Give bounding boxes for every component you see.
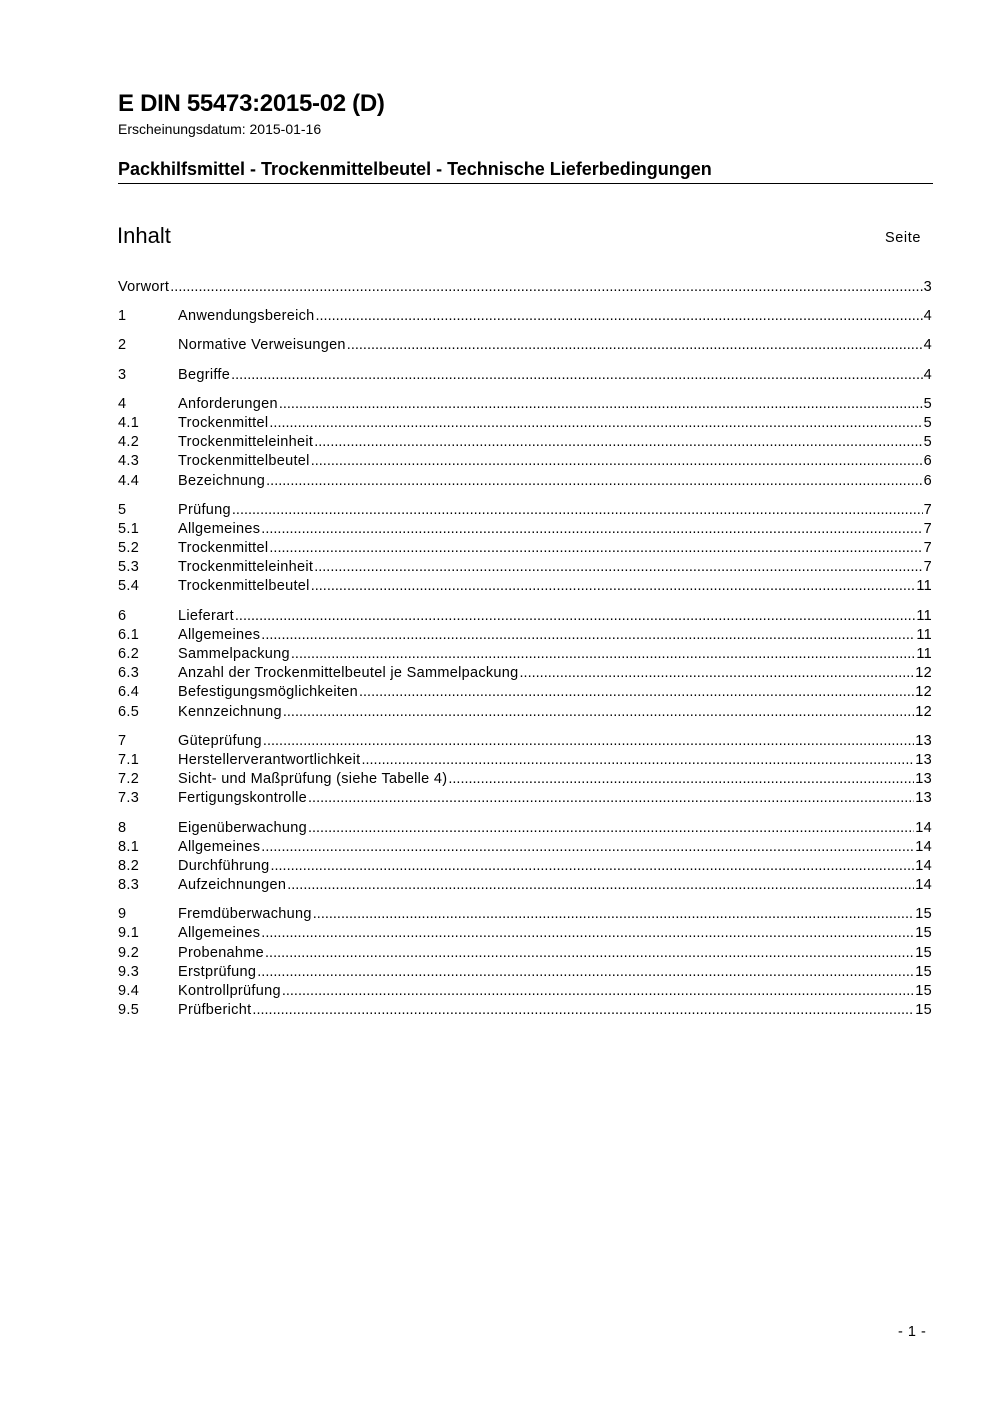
toc-entry-number: 9.2 <box>118 944 140 961</box>
toc-entry-number: 7.3 <box>118 790 140 807</box>
toc-entry-number: 5.2 <box>118 540 140 557</box>
toc-dot-leader <box>282 982 914 1001</box>
toc-entry-label: Bezeichnung <box>178 472 266 489</box>
toc-entry-label: Lieferart <box>178 607 234 624</box>
toc-dot-leader <box>257 963 914 982</box>
toc-entry[interactable] <box>118 789 932 808</box>
toc-entry-number: 7.2 <box>118 771 140 788</box>
toc-entry[interactable] <box>118 520 932 539</box>
toc-entry-number: 5 <box>118 501 127 518</box>
toc-entry[interactable] <box>118 905 932 924</box>
toc-entry-label: Kennzeichnung <box>178 703 282 720</box>
toc-dot-leader <box>252 1001 914 1020</box>
toc-entry-number: 3 <box>118 366 127 383</box>
toc-entry-page: 14 <box>915 857 932 874</box>
toc-dot-leader <box>287 876 914 895</box>
toc-entry[interactable] <box>118 539 932 558</box>
toc-entry[interactable] <box>118 607 932 626</box>
toc-dot-leader <box>520 664 915 683</box>
toc-dot-leader <box>359 683 914 702</box>
toc-entry[interactable] <box>118 819 932 838</box>
toc-entry-label: Trockenmittelbeutel <box>178 578 310 595</box>
toc-entry-label: Allgemeines <box>178 925 261 942</box>
toc-entry-number: 7.1 <box>118 751 140 768</box>
toc-entry-label: Aufzeichnungen <box>178 877 287 894</box>
toc-entry[interactable] <box>118 876 932 895</box>
toc-entry-label: Normative Verweisungen <box>178 337 346 354</box>
toc-entry-page: 7 <box>923 520 932 537</box>
toc-dot-leader <box>314 433 922 452</box>
toc-entry-page: 12 <box>915 703 932 720</box>
toc-dot-leader <box>347 336 923 355</box>
toc-entry-page: 12 <box>915 684 932 701</box>
toc-entry-page: 14 <box>915 819 932 836</box>
toc-dot-leader <box>283 703 914 722</box>
toc-entry-number: 9.5 <box>118 1002 140 1019</box>
toc-entry-number: 4.4 <box>118 472 140 489</box>
toc-entry-page: 7 <box>923 540 932 557</box>
toc-entry-number: 1 <box>118 308 127 325</box>
toc-dot-leader <box>261 626 915 645</box>
toc-entry-page: 6 <box>923 453 932 470</box>
toc-dot-leader <box>265 944 914 963</box>
toc-entry[interactable] <box>118 452 932 471</box>
toc-entry-label: Anwendungsbereich <box>178 308 315 325</box>
toc-entry[interactable] <box>118 472 932 491</box>
toc-entry[interactable] <box>118 1001 932 1020</box>
toc-entry[interactable] <box>118 577 932 596</box>
toc-dot-leader <box>269 539 922 558</box>
toc-entry-label: Allgemeines <box>178 838 261 855</box>
toc-entry-page: 5 <box>923 414 932 431</box>
toc-entry-label: Allgemeines <box>178 626 261 643</box>
toc-entry-label: Prüfbericht <box>178 1002 252 1019</box>
toc-entry-label: Trockenmittel <box>178 540 269 557</box>
toc-entry[interactable] <box>118 838 932 857</box>
toc-entry[interactable] <box>118 703 932 722</box>
toc-entry-page: 7 <box>923 501 932 518</box>
toc-entry-page: 15 <box>915 925 932 942</box>
toc-entry-number: 8 <box>118 819 127 836</box>
toc-entry-number: 4.2 <box>118 434 140 451</box>
toc-entry[interactable] <box>118 307 932 326</box>
toc-entry-page: 14 <box>915 838 932 855</box>
toc-entry-page: 11 <box>916 646 932 662</box>
toc-dot-leader <box>308 819 914 838</box>
toc-entry-label: Befestigungsmöglichkeiten <box>178 684 358 701</box>
toc-dot-leader <box>263 732 914 751</box>
toc-entry-number: 9 <box>118 906 127 923</box>
toc-dot-leader <box>261 924 914 943</box>
toc-dot-leader <box>314 558 922 577</box>
toc-entry-page: 5 <box>923 434 932 451</box>
toc-dot-leader <box>308 789 914 808</box>
toc-entry[interactable] <box>118 732 932 751</box>
toc-dot-leader <box>266 472 922 491</box>
toc-entry[interactable] <box>118 336 932 355</box>
toc-entry-label: Durchführung <box>178 857 270 874</box>
document-subtitle: Packhilfsmittel - Trockenmittelbeutel - Technische Lieferbedingungen <box>118 159 712 179</box>
toc-entry-label: Eigenüberwachung <box>178 819 307 836</box>
toc-entry[interactable] <box>118 857 932 876</box>
toc-dot-leader <box>311 577 916 596</box>
toc-dot-leader <box>231 366 923 385</box>
toc-entry-number: 6.3 <box>118 665 140 682</box>
toc-entry[interactable] <box>118 645 932 664</box>
toc-entry[interactable] <box>118 683 932 702</box>
toc-entry[interactable] <box>118 278 932 297</box>
toc-entry-number: 9.3 <box>118 963 140 980</box>
toc-entry-label: Prüfung <box>178 501 231 518</box>
toc-dot-leader <box>170 278 922 297</box>
toc-entry[interactable] <box>118 433 932 452</box>
toc-entry[interactable] <box>118 501 932 520</box>
toc-entry-number: 2 <box>118 337 127 354</box>
toc-entry-page: 4 <box>923 308 932 325</box>
toc-entry-page: 13 <box>915 751 932 768</box>
toc-entry-label: Fertigungskontrolle <box>178 790 308 807</box>
toc-entry-page: 12 <box>915 665 932 682</box>
toc-entry-label: Sammelpackung <box>178 646 290 662</box>
toc-entry-number: 4 <box>118 395 127 412</box>
toc-entry-label: Begriffe <box>178 366 231 383</box>
toc-dot-leader <box>261 520 922 539</box>
page-number: - 1 - <box>898 1324 927 1340</box>
toc-entry-page: 15 <box>915 944 932 961</box>
toc-dot-leader <box>269 414 922 433</box>
toc-entry-page: 4 <box>923 337 932 354</box>
toc-entry-label: Trockenmitteleinheit <box>178 559 314 576</box>
toc-entry[interactable] <box>118 558 932 577</box>
toc-entry-number: 4.1 <box>118 414 140 431</box>
toc-entry-number: 5.3 <box>118 559 140 576</box>
toc-dot-leader <box>313 905 915 924</box>
toc-entry-number: 9.4 <box>118 983 140 999</box>
title-divider <box>118 183 933 184</box>
toc-entry-page: 4 <box>923 366 932 383</box>
toc-entry-number: 6 <box>118 607 127 624</box>
toc-entry-number: 8.1 <box>118 838 140 855</box>
toc-entry-label: Sicht- und Maßprüfung (siehe Tabelle 4) <box>178 771 448 788</box>
toc-entry[interactable] <box>118 626 932 645</box>
toc-entry-number: 6.5 <box>118 703 140 720</box>
toc-dot-leader <box>261 838 914 857</box>
toc-entry-label: Vorwort <box>118 279 170 295</box>
toc-entry-label: Trockenmitteleinheit <box>178 434 314 451</box>
toc-entry-number: 7 <box>118 732 127 749</box>
toc-entry-label: Kontrollprüfung <box>178 983 281 999</box>
toc-entry[interactable] <box>118 414 932 433</box>
table-of-contents <box>118 278 932 1020</box>
toc-dot-leader <box>311 452 923 471</box>
toc-entry-page: 13 <box>915 790 932 807</box>
toc-entry-page: 14 <box>915 877 932 894</box>
toc-entry-label: Anzahl der Trockenmittelbeutel je Sammelpackung <box>178 665 519 682</box>
toc-dot-leader <box>448 770 914 789</box>
toc-entry-number: 8.2 <box>118 857 140 874</box>
toc-entry-page: 15 <box>915 963 932 980</box>
toc-dot-leader <box>316 307 923 326</box>
toc-entry-page: 13 <box>915 732 932 749</box>
document-title: E DIN 55473:2015-02 (D) <box>118 90 385 117</box>
toc-entry[interactable] <box>118 751 932 770</box>
toc-entry-page: 6 <box>923 472 932 489</box>
toc-dot-leader <box>232 501 923 520</box>
toc-page-heading: Seite <box>885 230 922 246</box>
toc-entry-label: Probenahme <box>178 944 265 961</box>
toc-entry-label: Allgemeines <box>178 520 261 537</box>
toc-entry-number: 4.3 <box>118 453 140 470</box>
toc-entry-page: 15 <box>915 906 932 923</box>
toc-entry-number: 6.4 <box>118 684 140 701</box>
toc-entry[interactable] <box>118 366 932 385</box>
toc-dot-leader <box>291 645 915 664</box>
toc-entry-page: 11 <box>916 578 932 595</box>
toc-entry-number: 6.1 <box>118 626 140 643</box>
toc-entry-label: Trockenmittelbeutel <box>178 453 310 470</box>
toc-dot-leader <box>279 395 923 414</box>
toc-entry-page: 15 <box>915 983 932 999</box>
toc-entry-page: 7 <box>923 559 932 576</box>
toc-entry-label: Güteprüfung <box>178 732 262 749</box>
toc-entry-label: Anforderungen <box>178 395 278 412</box>
toc-entry-number: 6.2 <box>118 646 140 662</box>
toc-entry-page: 13 <box>915 771 932 788</box>
toc-entry-number: 9.1 <box>118 925 140 942</box>
toc-entry-number: 8.3 <box>118 877 140 894</box>
toc-dot-leader <box>235 607 915 626</box>
toc-entry-page: 11 <box>916 607 932 624</box>
toc-entry[interactable] <box>118 664 932 683</box>
toc-entry-label: Fremdüberwachung <box>178 906 312 923</box>
toc-entry-number: 5.4 <box>118 578 140 595</box>
toc-heading: Inhalt <box>117 223 171 248</box>
toc-entry[interactable] <box>118 944 932 963</box>
toc-dot-leader <box>361 751 914 770</box>
publication-date: Erscheinungsdatum: 2015-01-16 <box>118 121 322 137</box>
toc-entry-label: Herstellerverantwortlichkeit <box>178 751 361 768</box>
toc-entry-page: 5 <box>923 395 932 412</box>
toc-entry[interactable] <box>118 963 932 982</box>
toc-dot-leader <box>270 857 914 876</box>
toc-entry[interactable] <box>118 982 932 1001</box>
toc-entry-label: Trockenmittel <box>178 414 269 431</box>
toc-entry-page: 11 <box>916 626 932 643</box>
toc-entry-page: 3 <box>923 279 932 295</box>
toc-entry-label: Erstprüfung <box>178 963 257 980</box>
toc-entry[interactable] <box>118 770 932 789</box>
toc-entry[interactable] <box>118 395 932 414</box>
toc-entry[interactable] <box>118 924 932 943</box>
toc-entry-page: 15 <box>915 1002 932 1019</box>
toc-entry-number: 5.1 <box>118 520 140 537</box>
